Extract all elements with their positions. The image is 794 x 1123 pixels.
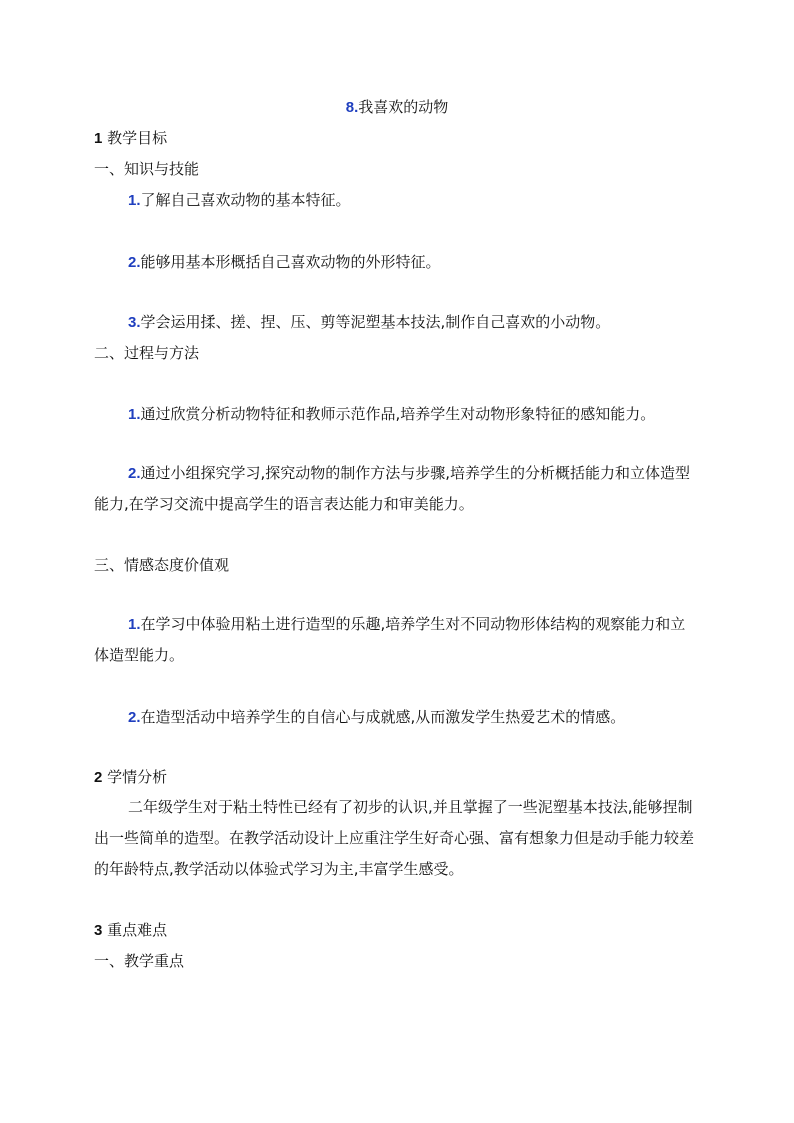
paragraph-student-analysis: 二年级学生对于粘土特性已经有了初步的认识,并且掌握了一些泥塑基本技法,能够捏制出一些简单的造型。在教学活动设计上应重注学生好奇心强、富有想象力但是动手能力较差的年龄特点,教学活动以体验式学习为主,丰富学生感受。 [94, 798, 695, 878]
subheading-knowledge-skills: 一、知识与技能 [94, 160, 200, 178]
list-item: 2.通过小组探究学习,探究动物的制作方法与步骤,培养学生的分析概括能力和立体造型能力,在学习交流中提高学生的语言表达能力和审美能力。 [94, 464, 691, 513]
section-heading-student-analysis: 2 学情分析 [94, 768, 168, 786]
title-number: 8. [345, 99, 359, 116]
list-item: 2.在造型活动中培养学生的自信心与成就感,从而激发学生热爱艺术的情感。 [128, 708, 626, 726]
list-item: 1.在学习中体验用粘土进行造型的乐趣,培养学生对不同动物形体结构的观察能力和立体造型能力。 [94, 615, 686, 664]
list-item: 2.能够用基本形概括自己喜欢动物的外形特征。 [128, 253, 441, 271]
subheading-process-methods: 二、过程与方法 [94, 344, 200, 362]
document-title [0, 97, 794, 118]
subheading-emotions-values: 三、情感态度价值观 [94, 556, 230, 574]
section-heading-key-points: 3 重点难点 [94, 921, 168, 939]
subheading-teaching-focus: 一、教学重点 [94, 952, 185, 970]
section-heading-objectives: 1 教学目标 [94, 129, 168, 147]
title-text: 我喜欢的动物 [358, 98, 449, 116]
list-item: 1.了解自己喜欢动物的基本特征。 [128, 191, 351, 209]
list-item: 1.通过欣赏分析动物特征和教师示范作品,培养学生对动物形象特征的感知能力。 [128, 405, 656, 423]
list-item: 3.学会运用揉、搓、捏、压、剪等泥塑基本技法,制作自己喜欢的小动物。 [128, 313, 611, 331]
